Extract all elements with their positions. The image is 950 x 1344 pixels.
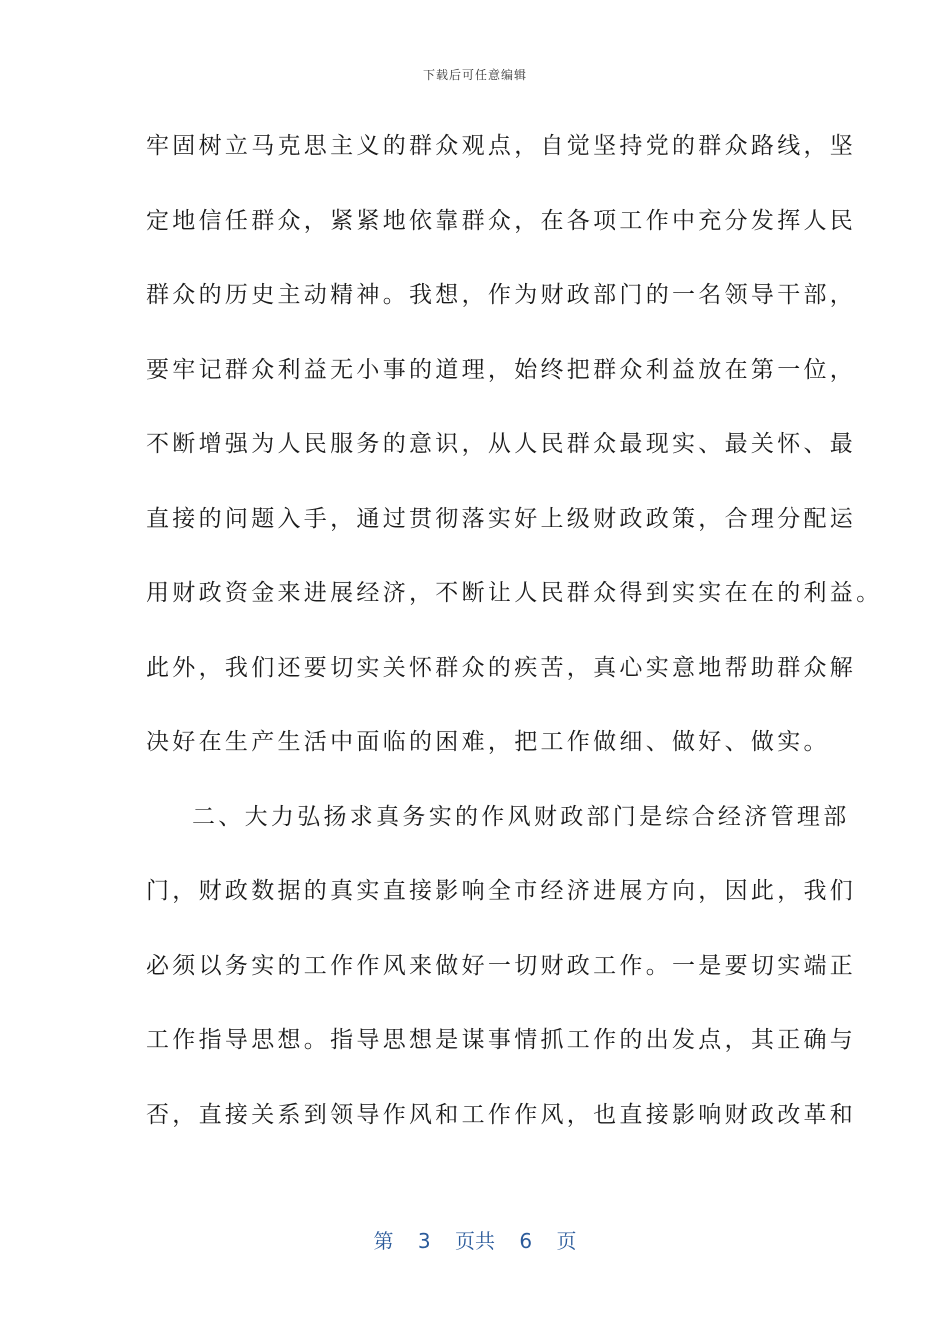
text-line: 决好在生产生活中面临的困难，把工作做细、做好、做实。 [146, 729, 830, 755]
page-footer [0, 1225, 950, 1254]
text-line: 用财政资金来进展经济，不断让人民群众得到实实在在的利益。 [146, 580, 883, 606]
text-line: 必须以务实的工作作风来做好一切财政工作。一是要切实端正 [146, 952, 857, 979]
current-page-number: 3 [417, 1229, 431, 1253]
page-label-mid: 页共 [455, 1229, 495, 1253]
text-line: 否，直接关系到领导作风和工作作风，也直接影响财政改革和 [146, 1101, 857, 1128]
text-line: 不断增强为人民服务的意识，从人民群众最现实、最关怀、最 [146, 431, 857, 457]
page-label-suffix: 页 [556, 1229, 577, 1253]
page-label-prefix: 第 [373, 1229, 394, 1253]
page-header: 下载后可任意编辑 [422, 68, 527, 82]
text-line: 此外，我们还要切实关怀群众的疾苦，真心实意地帮助群众解 [146, 654, 857, 681]
text-line: 门，财政数据的真实直接影响全市经济进展方向，因此，我们 [146, 878, 857, 904]
section-heading-line: 二、大力弘扬求真务实的作风财政部门是综合经济管理部 [192, 803, 850, 830]
text-line: 定地信任群众，紧紧地依靠群众，在各项工作中充分发挥人民 [146, 207, 857, 234]
text-line: 直接的问题入手，通过贯彻落实好上级财政政策，合理分配运 [146, 505, 857, 532]
document-body [146, 120, 883, 1163]
total-pages-number: 6 [519, 1229, 533, 1253]
text-line: 牢固树立马克思主义的群众观点，自觉坚持党的群众路线，坚 [146, 133, 857, 159]
text-line: 要牢记群众利益无小事的道理，始终把群众利益放在第一位， [146, 356, 857, 383]
text-line: 工作指导思想。指导思想是谋事情抓工作的出发点，其正确与 [146, 1027, 857, 1053]
text-line: 群众的历史主动精神。我想，作为财政部门的一名领导干部， [146, 282, 857, 308]
